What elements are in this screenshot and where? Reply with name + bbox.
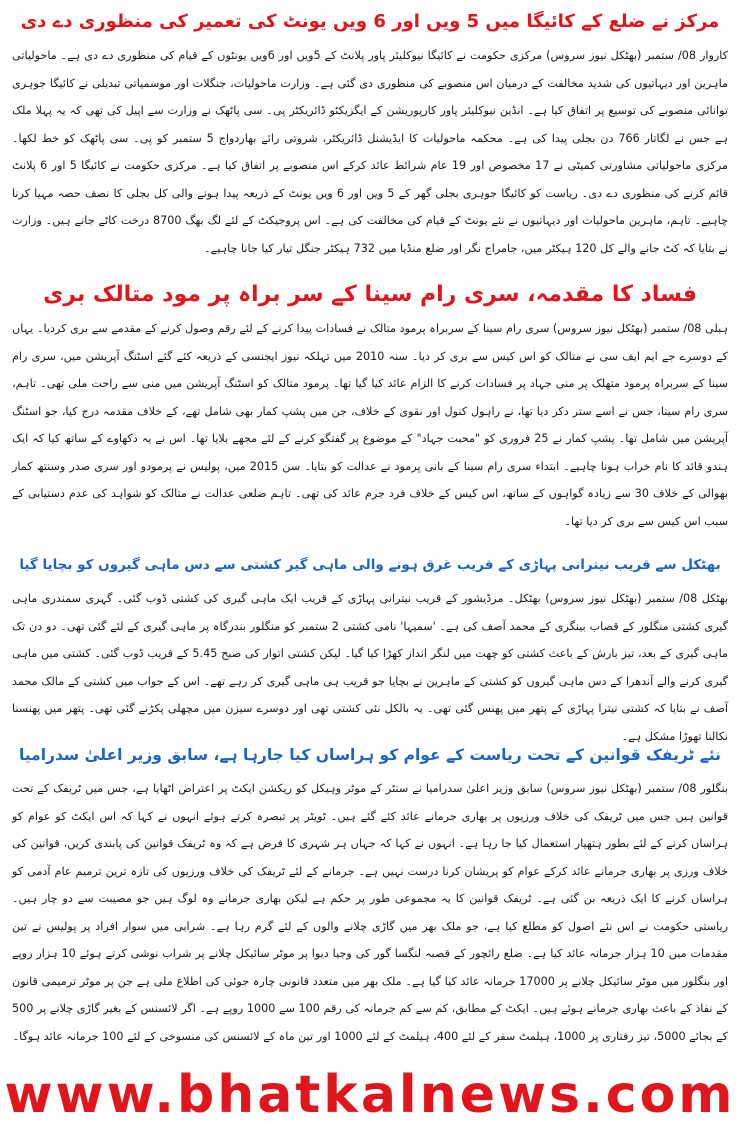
article-body: کاروار 08/ ستمبر (بھٹکل نیوز سروس) مرکزی حکومت نے کائیگا نیوکلیئر پاور پلانٹ کے 5ویں اور 6ویں یونٹوں کے قیام کی منظوری دے دی ہے۔ ماحولیاتی ماہرین اور دیہاتیوں کی شدید مخالفت کے درمیان اس منصوبے کی منظوری دی گئی ہے۔ وزارت ماحولیات، جنگلات اور موسمیاتی تبدیلی نے کائیگا جوہری توانائی منصوبے کی توسیع پر اتفاق کیا ہے۔ انڈین نیوکلیئر پاور کارپوریشن کے ایگزیکٹو ڈائریکٹر پی۔ سی پاٹھک نے وزارت سے اپیل کی تھی کہ یہ پہلا ملک ہے جس نے لگاتار 766 دن بجلی پیدا کی ہے۔ محکمہ ماحولیات کا ایڈیشنل ڈائریکٹر، شروتی رائے بھاردواج 5 ستمبر کو پی۔ سی پاٹھک کو خط لکھا۔ مرکزی ماحولیاتی مشاورتی کمیٹی نے 17 مخصوص اور 19 عام شرائط عائد کرکے اس منصوبے پر اتفاق کیا ہے۔ مرکزی حکومت نے کائیگا 5 اور 6 پلانٹ قائم کرنے کی منظوری دے دی۔ ریاست کو کائیگا جوہری بجلی گھر کے 5 ویں اور 6 ویں یونٹ کے ذریعہ پیدا ہونے والی کل بجلی کا نصف حصہ مہیا کرنا چاہیے۔ تاہم، ماہرین ماحولیات اور دیہاتیوں نے نئے یونٹ کے قیام کی مخالفت کی ہے۔ اس پروجیکٹ کے لئے لگ بھگ 8700 درخت کاٹے جانے ہیں۔ وزارت نے بتایا کہ کٹ جانے والے کل 120 ہیکٹر میں، جامراج نگر اور ضلع منڈیا میں 732 ہیکٹر جنگل تیار کیا جانا چاہیے۔ [12,49,729,255]
article-body: بنگلور 08/ ستمبر (بھٹکل نیوز سروس) سابق وزیر اعلیٰ سدرامیا نے سنٹر کے موٹر وہیکل کو ریکشن ایکٹ پر اعتراض اٹھایا ہے، جس میں ٹریفک کے تحت قوانین ہیں جس میں ٹریفک کی خلاف ورزیوں پر بھاری جرمانے عائد کئے گئے ہیں۔ ٹویٹر پر تبصرہ کرتے ہوئے انہوں نے کہا کہ اس ایکٹ کو عوام کو ہراساں کرنے کے لئے بطور ہتھیار استعمال کیا جا رہا ہے۔ انہوں نے کہا کہ جہاں ہر شہری کا فرض ہے کہ وہ ٹریفک قوانین کی پابندی کریں، قوانین کی خلاف ورزی پر بھاری جرمانے عائد کرکے عوام کو پریشان کرنا درست نہیں ہے۔ جرمانے کے لئے ٹریفک کی خلاف ورزیوں کی تازہ ترین ترمیم عام آدمی کو ہراساں کرنے کا ایک ذریعہ بن گئی ہے۔ ٹریفک قوانین کا یہ مجموعی طور پر حکم ہے لیکن بھاری جرمانے وہ لوگ ہیں جو مصیبت سے دو چار ہیں۔ ریاستی حکومت نے اس نئے اصول کو مطلع کیا ہے، جو ملک بھر میں گاڑی چلانے والوں کے لئے گرم رہا ہے۔ شرابی میں سوار افراد پر پولیس نے تین مقدمات میں 10 ہزار جرمانہ عائد کیا ہے۔ ضلع رائچور کے قصبہ لنگسا گور کی وجیا دیوا پر موٹر سائیکل چلانے پر شراب نوشی کرتے ہوئے 10 ہزار روپے اور بنگلور میں موٹر سائیکل چلانے پر 17000 جرمانہ عائد کیا گیا ہے۔ ملک بھر میں متعدد قانونی چارہ جوئی کی اطلاع ملی ہے جن پر موٹر ترمیمی قانون کے نفاذ کے باعث بھاری جرمانے ہوئے ہیں۔ ایکٹ کے مطابق، کم سے کم جرمانہ کی رقم 100 سے 1000 روپے ہے۔ اگر لائسنس کے بغیر گاڑی چلانے پر 500 کے بجائے 5000، تیز رفتاری پر 1000، ہیلمٹ سفر کے لئے 400، ہیلمٹ کے لئے 1000 اور تین ماہ کے لائسنس کی منسوخی کے لئے 100 جرمانہ عائد ہوگا۔ [12,782,728,1043]
article-headline: نئے ٹریفک قوانین کے تحت ریاست کے عوام کو ہراساں کیا جارہا ہے، سابق وزیر اعلیٰ سدرامیا [19,746,721,764]
article-headline: بھٹکل سے قریب نیترانی پہاڑی کے قریب غرق ہونے والی ماہی گیر کشتی سے دس ماہی گیروں کو بچایا گیا [19,557,721,573]
article-traffic-laws [0,735,740,1100]
article-boat-rescue [0,545,740,755]
article-body: ہبلی 08/ ستمبر (بھٹکل نیوز سروس) سری رام سینا کے سربراہ پرمود متالک نے فسادات پیدا کرنے کے لئے رقم وصول کرنے کے مقدمے سے بری کردیا۔ یہاں کے دوسرے جے ایم ایف سی نے متالک کو اس کیس سے بری کر دیا۔ سنہ 2010 میں تہلکہ نیوز ایجنسی کے ذریعہ کئے گئے اسٹنگ آپریشن میں، سری رام سینا کے سربراہ پرمود متھلک پر منی جہاد پر فسادات کرنے کا الزام عائد کیا گیا تھا۔ پرمود متالک کو اسٹنگ آپریشن میں منی سے راحت ملی تھی۔ تاہم، سری رام سینا، جس نے اسے ستر دکر دیا تھا، نے راہول کنول اور نقوی کے خلاف، جن میں پشپ کمار بھی شامل تھے، کے خلاف مقدمہ درج کیا، جو اسٹنگ آپریشن میں شامل تھا۔ پشپ کمار نے 25 فروری کو "محبت جہاد" کے موضوع پر گفتگو کرنے کے لئے مجھے بلایا تھا۔ اس نے یہ دکھاوے کے ساتھ کیا کہ ایک ہندو قائد کا نام خراب ہونا چاہیے۔ ابتداء سری رام سینا کے بانی پرمود نے عدالت کو بتایا۔ سن 2015 میں، پولیس نے پرمودو اور سری صدر وسنتھ کمار بھوالی کے خلاف 30 سے زیادہ گواہوں کے ساتھ، اس کیس کے خلاف فرد جرم عائد کی تھی۔ تاہم ضلعی عدالت نے متالک کو شواہد کی عدم دستیابی کے سبب اس کیس سے بری کر دیا تھا۔ [12,322,729,528]
website-footer[interactable]: www.bhatkalnews.com [4,1065,736,1125]
article-headline: فساد کا مقدمہ، سری رام سینا کے سر براہ پر مود متالک بری [43,282,697,307]
article-muthalik-acquitted [0,275,740,537]
article-kaiga-nuclear [0,2,740,255]
article-body: بھٹکل 08/ ستمبر (بھٹکل نیوز سروس) بھٹکل۔ مرڈیشور کے قریب نیترانی پہاڑی کے قریب ایک ماہی گیری کی کشتی ڈوب گئی۔ گہری سمندری ماہی گیری کشتی منگلور کے قصاب بینگری کے محمد آصف کی ہے۔ 'سمیہا' نامی کشتی 2 ستمبر کو منگلور بندرگاہ پر ماہی گیری کے لئے گئی تھی۔ دو دن تک ماہی گیری کے بعد، تیز بارش کے باعث کشتی کو چھت میں لنگر انداز کھڑا کیا گیا۔ لیکن کشتی اتوار کی صبح 5.45 کے قریب ڈوب گئی۔ کشتی میں ماہی گیری کرنے والے آندھرا کے دس ماہی گیروں کو کشتی کے ماہرین نے بچایا جو قریب ہی ماہی گیری کر رہے تھے۔ اس کے جواب میں کشتی کے مالک محمد آصف نے بتایا کہ کشتی نیترا پہاڑی کے پتھر میں پھنس گئی تھی۔ یہ بالکل نئی کشتی تھی اور دوسرے سیزن میں مچھلی پکڑنے گئی تھی۔ پتھر میں پھنسنا نکالنا تھوڑا مشکل ہے۔ [12,592,728,743]
article-headline: مرکز نے ضلع کے کائیگا میں 5 ویں اور 6 ویں یونٹ کی تعمیر کی منظوری دے دی [20,11,720,32]
